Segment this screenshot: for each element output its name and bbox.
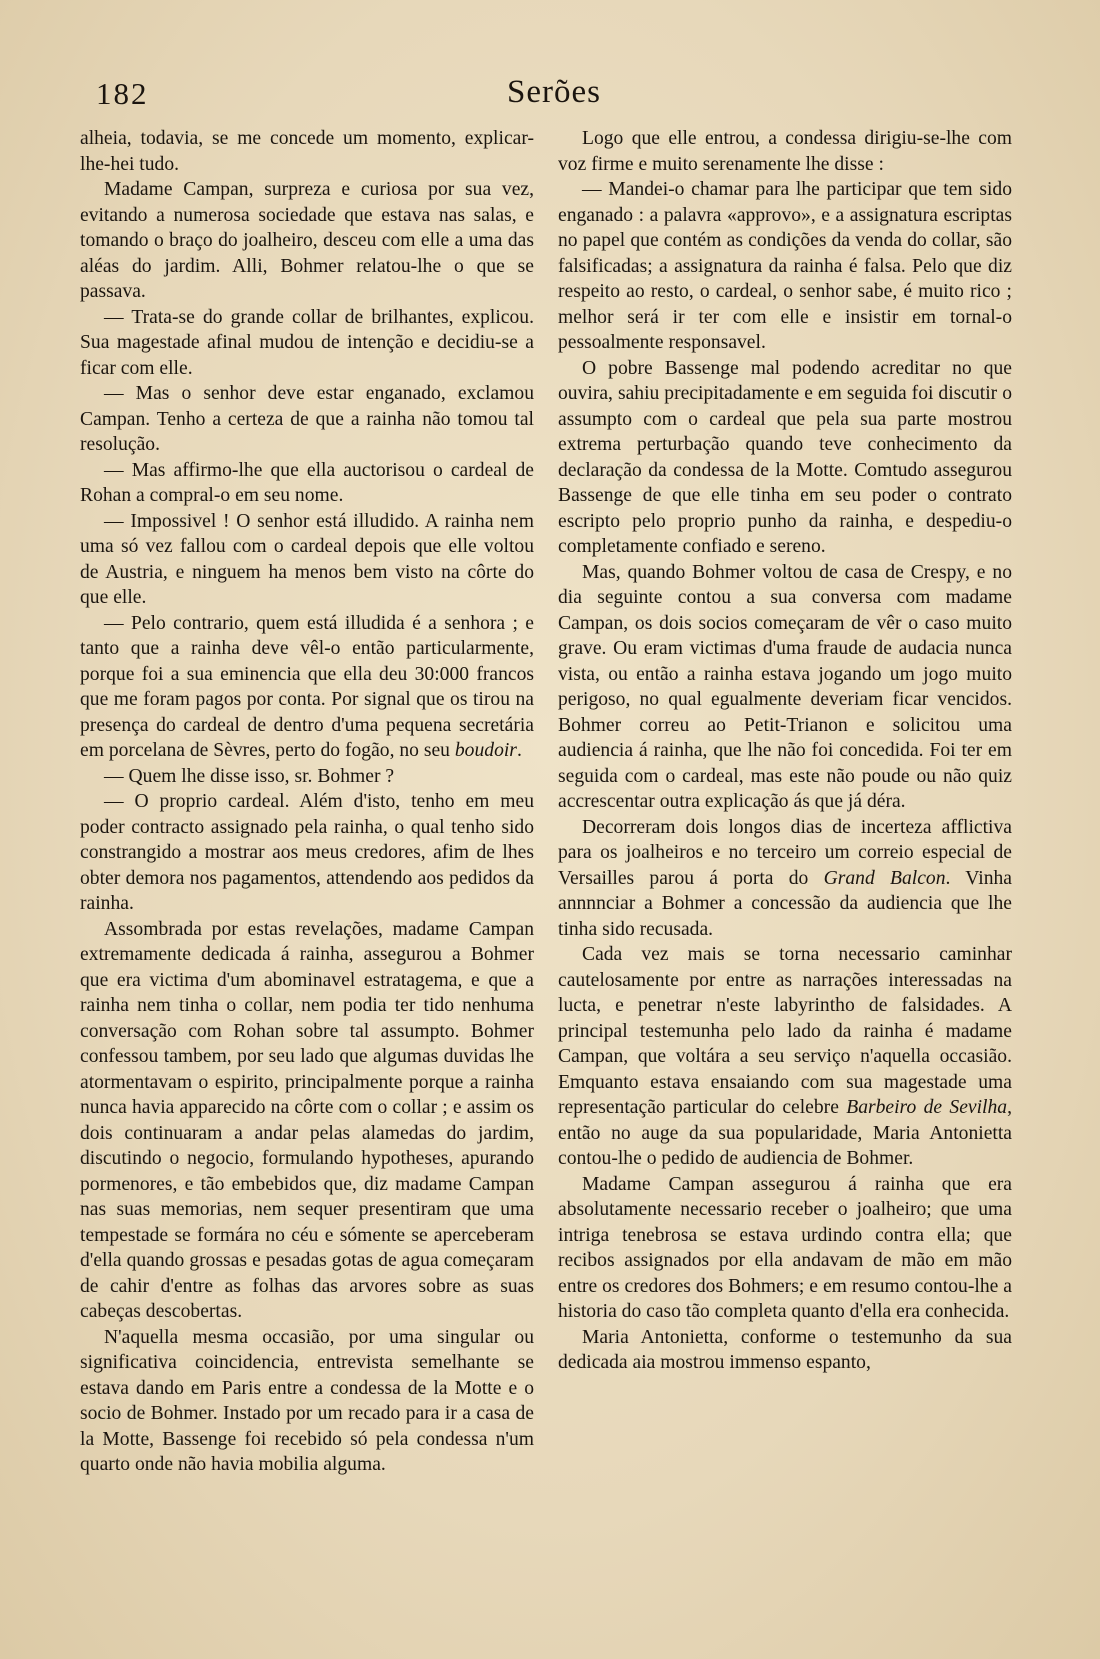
paragraph: — Mas affirmo-lhe que ella auctorisou o cardeal de Rohan a compral-o em seu nome. [80,459,534,506]
paragraph: N'aquella mesma occasião, por uma singular ou significativa coincidencia, entrevista semelhante se estava dando em Paris entre a condessa de la Motte e o socio de Bohmer. Instado por um recado para ir a casa de la Motte, Bassenge foi recebido só pela condessa n'um quarto onde não havia mobilia alguma. [80,1326,534,1475]
paragraph: Decorreram dois longos dias de incerteza afflictiva para os joalheiros e no terceiro um correio especial de Versailles parou á porta do Grand Balcon. Vinha annnnciar a Bohmer a concessão da audiencia que lhe tinha sido recusada. [558,816,1012,940]
paragraph: Cada vez mais se torna necessario caminhar cautelosamente por entre as narrações interessadas na lucta, e penetrar n'este labyrintho de falsidades. A principal testemunha pelo lado da rainha é madame Campan, que voltára a seu serviço n'aquella occasião. Emquanto estava ensaiando com sua magestade uma representação particular do celebre Barbeiro de Sevilha, então no auge da sua popularidade, Maria Antonietta contou-lhe o pedido de audiencia de Bohmer. [558,944,1012,1169]
paragraph: Mas, quando Bohmer voltou de casa de Crespy, e no dia seguinte contou a sua conversa com madame Campan, os dois socios começaram de vêr o caso muito grave. Ou eram victimas d'uma fraude de audacia nunca vista, ou então a rainha estava jogando um jogo muito perigoso, no qual egualmente deveriam ficar vencidos. Bohmer correu ao Petit-Trianon e solicitou uma audiencia á rainha, que lhe não foi concedida. Foi ter em seguida com o cardeal, mas este não poude ou não quiz accrescentar outra explicação ás que já déra. [558,561,1012,812]
paragraph: O pobre Bassenge mal podendo acreditar no que ouvira, sahiu precipitadamente e em seguida foi discutir o assumpto com o cardeal que pela sua parte mostrou extrema perturbação quando teve conhecimento da declaração da condessa de la Motte. Comtudo assegurou Bassenge de que elle tinha em seu poder o contrato escripto pelo proprio punho da rainha, e despediu-o completamente confiado e sereno. [558,357,1012,557]
left-column [80,126,534,1478]
paragraph: alheia, todavia, se me concede um momento, explicar-lhe-hei tudo. [80,128,534,175]
paragraph: Logo que elle entrou, a condessa dirigiu-se-lhe com voz firme e muito serenamente lhe disse : [558,128,1012,175]
italic-term: Grand Balcon [823,867,946,889]
paragraph: — O proprio cardeal. Além d'isto, tenho em meu poder contracto assignado pela rainha, o qual tenho sido constrangido a mostrar aos meus credores, afim de lhes obter demora nos pagamentos, attendendo aos pedidos da rainha. [80,791,534,914]
paragraph: Madame Campan, surpreza e curiosa por sua vez, evitando a numerosa sociedade que estava nas salas, e tomando o braço do joalheiro, desceu com elle a uma das aléas do jardim. Alli, Bohmer relatou-lhe o que se passava. [80,179,534,302]
paragraph: Maria Antonietta, conforme o testemunho da sua dedicada aia mostrou immenso espanto, [558,1326,1012,1373]
paragraph: — Quem lhe disse isso, sr. Bohmer ? [104,765,395,787]
paragraph: — Impossivel ! O senhor está illudido. A rainha nem uma só vez fallou com o cardeal depois que elle voltou de Austria, e ninguem ha menos bem visto na côrte do que elle. [80,510,534,608]
paragraph: Madame Campan assegurou á rainha que era absolutamente necessario receber o joalheiro; que uma intriga tenebrosa se estava urdindo contra ella; que recibos assignados por ella andavam de mão em mão entre os credores dos Bohmers; e em resumo contou-lhe a historia do caso tão completa quanto d'ella era conhecida. [558,1173,1012,1322]
paragraph: Assombrada por estas revelações, madame Campan extremamente dedicada á rainha, assegurou a Bohmer que era victima d'um abominavel estratagema, e que a rainha nem tinha o collar, nem podia ter tido nenhuma conversação com Rohan sobre tal assumpto. Bohmer confessou tambem, por seu lado que algumas duvidas lhe atormentavam o espirito, principalmente porque a rainha nunca havia apparecido na côrte com o collar ; e assim os dois continuaram a andar pelas alamedas do jardim, discutindo o negocio, formulando hypotheses, apurando pormenores, e tão embebidos que, diz madame Campan nas suas memorias, nem sequer presentiram que uma tempestade se formára no céu e sómente se aperceberam d'ella quando grossas e pesadas gotas de agua começaram de cahir d'entre as folhas das arvores sobre as suas cabeças descobertas. [80,918,534,1322]
paragraph: — Mandei-o chamar para lhe participar que tem sido enganado : a palavra «approvo», e a assignatura escriptas no papel que contém as condições da venda do collar, são falsificadas; a assignatura da rainha é falsa. Pelo que diz respeito ao resto, o cardeal, o senhor sabe, é muito rico ; melhor será ir ter com elle e insistir em tornal-o pessoalmente responsavel. [558,179,1012,353]
italic-term: Barbeiro de Sevilha [846,1097,1008,1118]
paragraph: — Trata-se do grande collar de brilhantes, explicou. Sua magestade afinal mudou de intenção e decidiu-se a ficar com elle. [80,306,534,379]
italic-term: boudoir [454,740,517,761]
page-header [84,74,1024,124]
right-column [558,126,1012,1376]
page-number: 182 [96,76,149,111]
paragraph: — Mas o senhor deve estar enganado, exclamou Campan. Tenho a certeza de que a rainha não tomou tal resolução. [80,383,534,455]
paragraph: — Pelo contrario, quem está illudida é a senhora ; e tanto que a rainha deve vêl-o então particularmente, porque foi a sua eminencia que ella deu 30:000 francos que me foram pagos por conta. Por signal que os tirou na presença do cardeal de dentro d'uma pequena secretária em porcelana de Sèvres, perto do fogão, no seu boudoir. [80,612,534,761]
running-title: Serões [507,74,601,110]
